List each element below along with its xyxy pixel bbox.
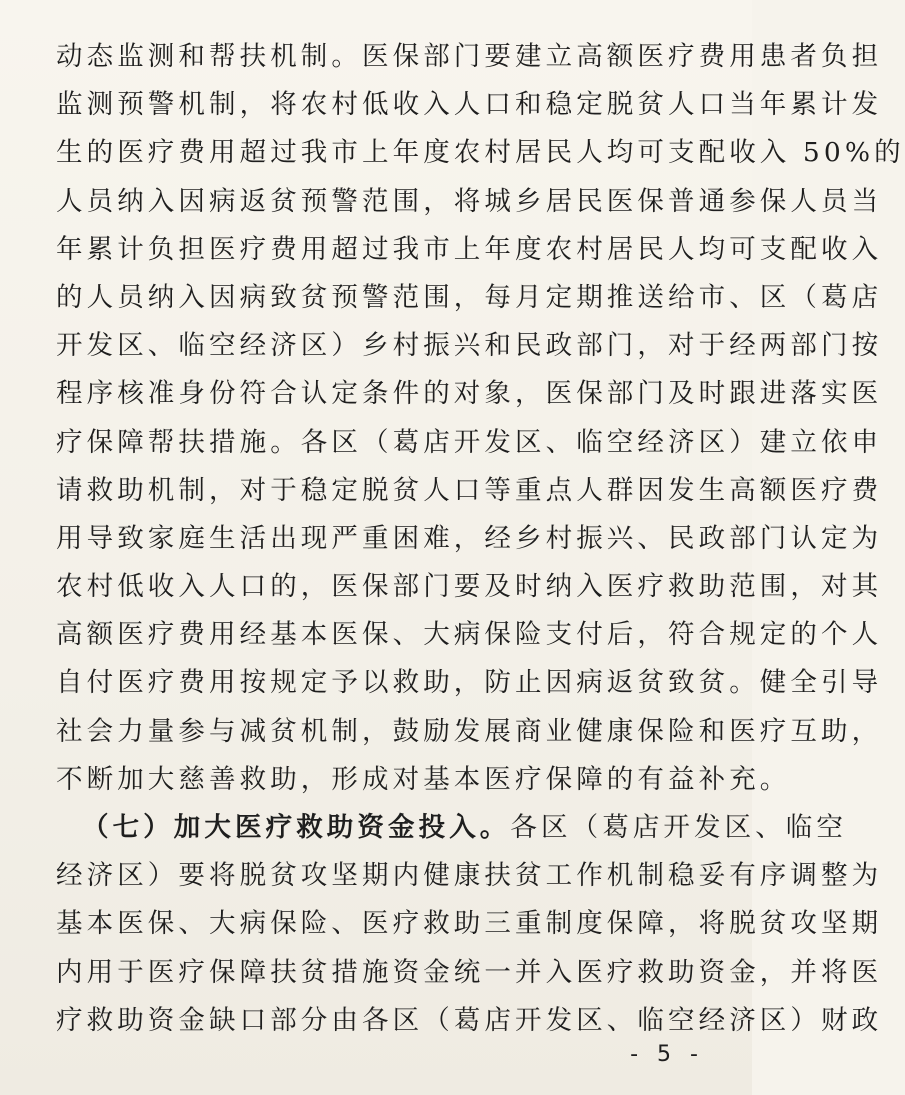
text-line: 疗救助资金缺口部分由各区（葛店开发区、临空经济区）财政 <box>56 1004 883 1036</box>
text-line: 疗保障帮扶措施。各区（葛店开发区、临空经济区）建立依申 <box>56 426 883 458</box>
text-line: 高额医疗费用经基本医保、大病保险支付后，符合规定的个人 <box>56 619 883 651</box>
text-line: 年累计负担医疗费用超过我市上年度农村居民人均可支配收入 <box>56 233 883 265</box>
text-line: 自付医疗费用按规定予以救助，防止因病返贫致贫。健全引导 <box>56 667 883 699</box>
text-line: 程序核准身份符合认定条件的对象，医保部门及时跟进落实医 <box>56 378 883 410</box>
text-line: 人员纳入因病返贫预警范围，将城乡居民医保普通参保人员当 <box>56 185 883 217</box>
section-heading: （七）加大医疗救助资金投入。 <box>82 812 511 843</box>
text-line: 监测预警机制，将农村低收入人口和稳定脱贫人口当年累计发 <box>56 89 883 121</box>
text-line: 基本医保、大病保险、医疗救助三重制度保障，将脱贫攻坚期 <box>56 908 883 940</box>
text-line: 社会力量参与减贫机制，鼓励发展商业健康保险和医疗互助， <box>56 715 883 747</box>
text-line: 动态监测和帮扶机制。医保部门要建立高额医疗费用患者负担 <box>56 41 883 72</box>
text-line: 的人员纳入因病致贫预警范围，每月定期推送给市、区（葛店 <box>56 281 883 313</box>
text-line: 生的医疗费用超过我市上年度农村居民人均可支配收入 50%的 <box>56 137 905 169</box>
page-number: - 5 - <box>630 1042 704 1067</box>
text-line: 请救助机制，对于稳定脱贫人口等重点人群因发生高额医疗费 <box>56 474 883 506</box>
text-line: 内用于医疗保障扶贫措施资金统一并入医疗救助资金，并将医 <box>56 956 883 988</box>
text-line: 开发区、临空经济区）乡村振兴和民政部门，对于经两部门按 <box>56 330 883 362</box>
text-line: 农村低收入人口的，医保部门要及时纳入医疗救助范围，对其 <box>56 571 883 603</box>
body-text <box>56 33 905 1045</box>
text-line: 用导致家庭生活出现严重困难，经乡村振兴、民政部门认定为 <box>56 522 883 554</box>
section-heading-line <box>56 804 848 852</box>
text-line: 不断加大慈善救助，形成对基本医疗保障的有益补充。 <box>56 763 791 795</box>
text-line: 经济区）要将脱贫攻坚期内健康扶贫工作机制稳妥有序调整为 <box>56 860 883 892</box>
section-first-line-text: 各区（葛店开发区、临空 <box>510 812 848 843</box>
